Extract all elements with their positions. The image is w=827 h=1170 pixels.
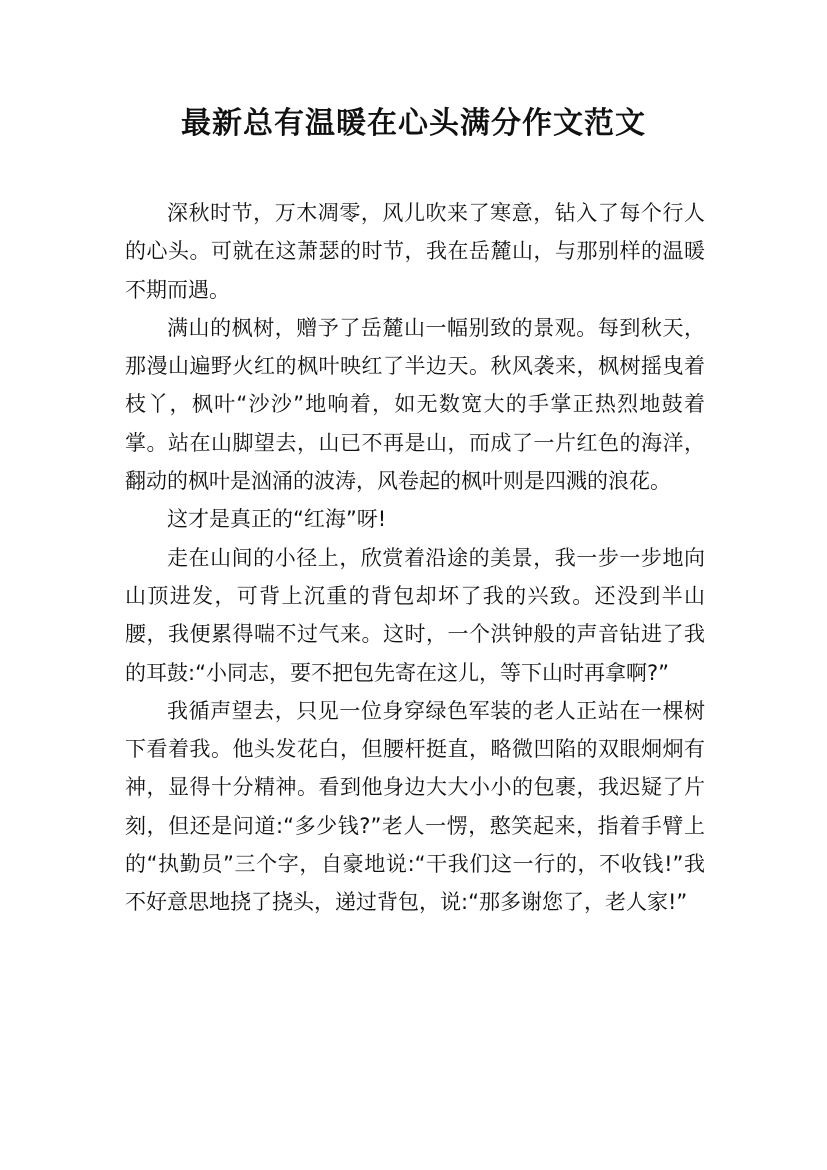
paragraph: 这才是真正的“红海”呀! (167, 507, 387, 532)
paragraph: 走在山间的小径上，欣赏着沿途的美景，我一步一步地向山顶进发，可背上沉重的背包却坏了我的兴致。还没到半山腰，我便累得喘不过气来。这时，一个洪钟般的声音钻进了我的耳鼓:“小同志，要不把包先寄在这儿，等下山时再拿啊?” (125, 545, 705, 685)
document-body (125, 194, 705, 922)
paragraph: 深秋时节，万木凋零，风儿吹来了寒意，钻入了每个行人的心头。可就在这萧瑟的时节，我在岳麓山，与那别样的温暖不期而遇。 (125, 201, 705, 302)
paragraph: 满山的枫树，赠予了岳麓山一幅别致的景观。每到秋天，那漫山遍野火红的枫叶映红了半边天。秋风袭来，枫树摇曳着枝丫，枫叶“沙沙”地响着，如无数宽大的手掌正热烈地鼓着掌。站在山脚望去，山已不再是山，而成了一片红色的海洋，翻动的枫叶是汹涌的波涛，风卷起的枫叶则是四溅的浪花。 (125, 315, 705, 494)
paragraph: 我循声望去，只见一位身穿绿色军装的老人正站在一棵树下看着我。他头发花白，但腰杆挺直，略微凹陷的双眼炯炯有神，显得十分精神。看到他身边大大小小的包裹，我迟疑了片刻，但还是问道:“多少钱?”老人一愣，憨笑起来，指着手臂上的“执勤员”三个字，自豪地说:“干我们这一行的，不收钱!”我不好意思地挠了挠头，递过背包，说:“那多谢您了，老人家!” (125, 698, 705, 915)
document-title: 最新总有温暖在心头满分作文范文 (181, 106, 646, 141)
